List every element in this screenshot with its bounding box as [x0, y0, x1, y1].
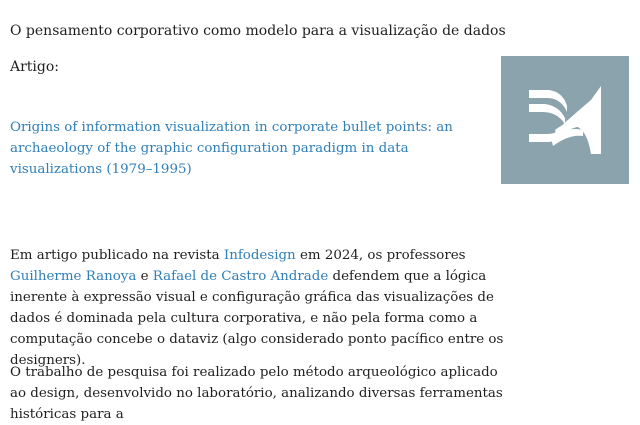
article-thumbnail[interactable] — [501, 56, 629, 184]
paragraph-method: O trabalho de pesquisa foi realizado pelo método arqueológico aplicado ao design, desenvolvido no laboratório, analizando diversas ferramentas históricas para a — [10, 365, 503, 422]
link-infodesign[interactable]: Infodesign — [223, 248, 296, 263]
p1-text-4: defendem que a lógica inerente à expressão visual e configuração gráfica das visualizações de dados é dominada pela cultura corporativa, e não pela forma como a computação concebe o dataviz (algo considerado ponto pacífico entre os designers). — [10, 269, 504, 368]
p1-text-2: em 2024, os professores — [295, 248, 466, 263]
p1-text-1: Em artigo publicado na revista — [10, 248, 224, 263]
p1-text-3: e — [136, 269, 153, 284]
paragraph-intro — [10, 245, 515, 371]
link-rafael-andrade[interactable]: Rafael de Castro Andrade — [152, 269, 329, 284]
journal-logo-icon — [501, 56, 629, 184]
article-label: Artigo: — [10, 59, 60, 75]
link-guilherme-ranoya[interactable]: Guilherme Ranoya — [10, 269, 137, 284]
page-title: O pensamento corporativo como modelo para a visualização de dados — [10, 23, 506, 39]
article-title-link[interactable]: Origins of information visualization in corporate bullet points: an archaeology of the graphic configuration paradigm in data visualizations (1979–1995) — [10, 120, 453, 177]
